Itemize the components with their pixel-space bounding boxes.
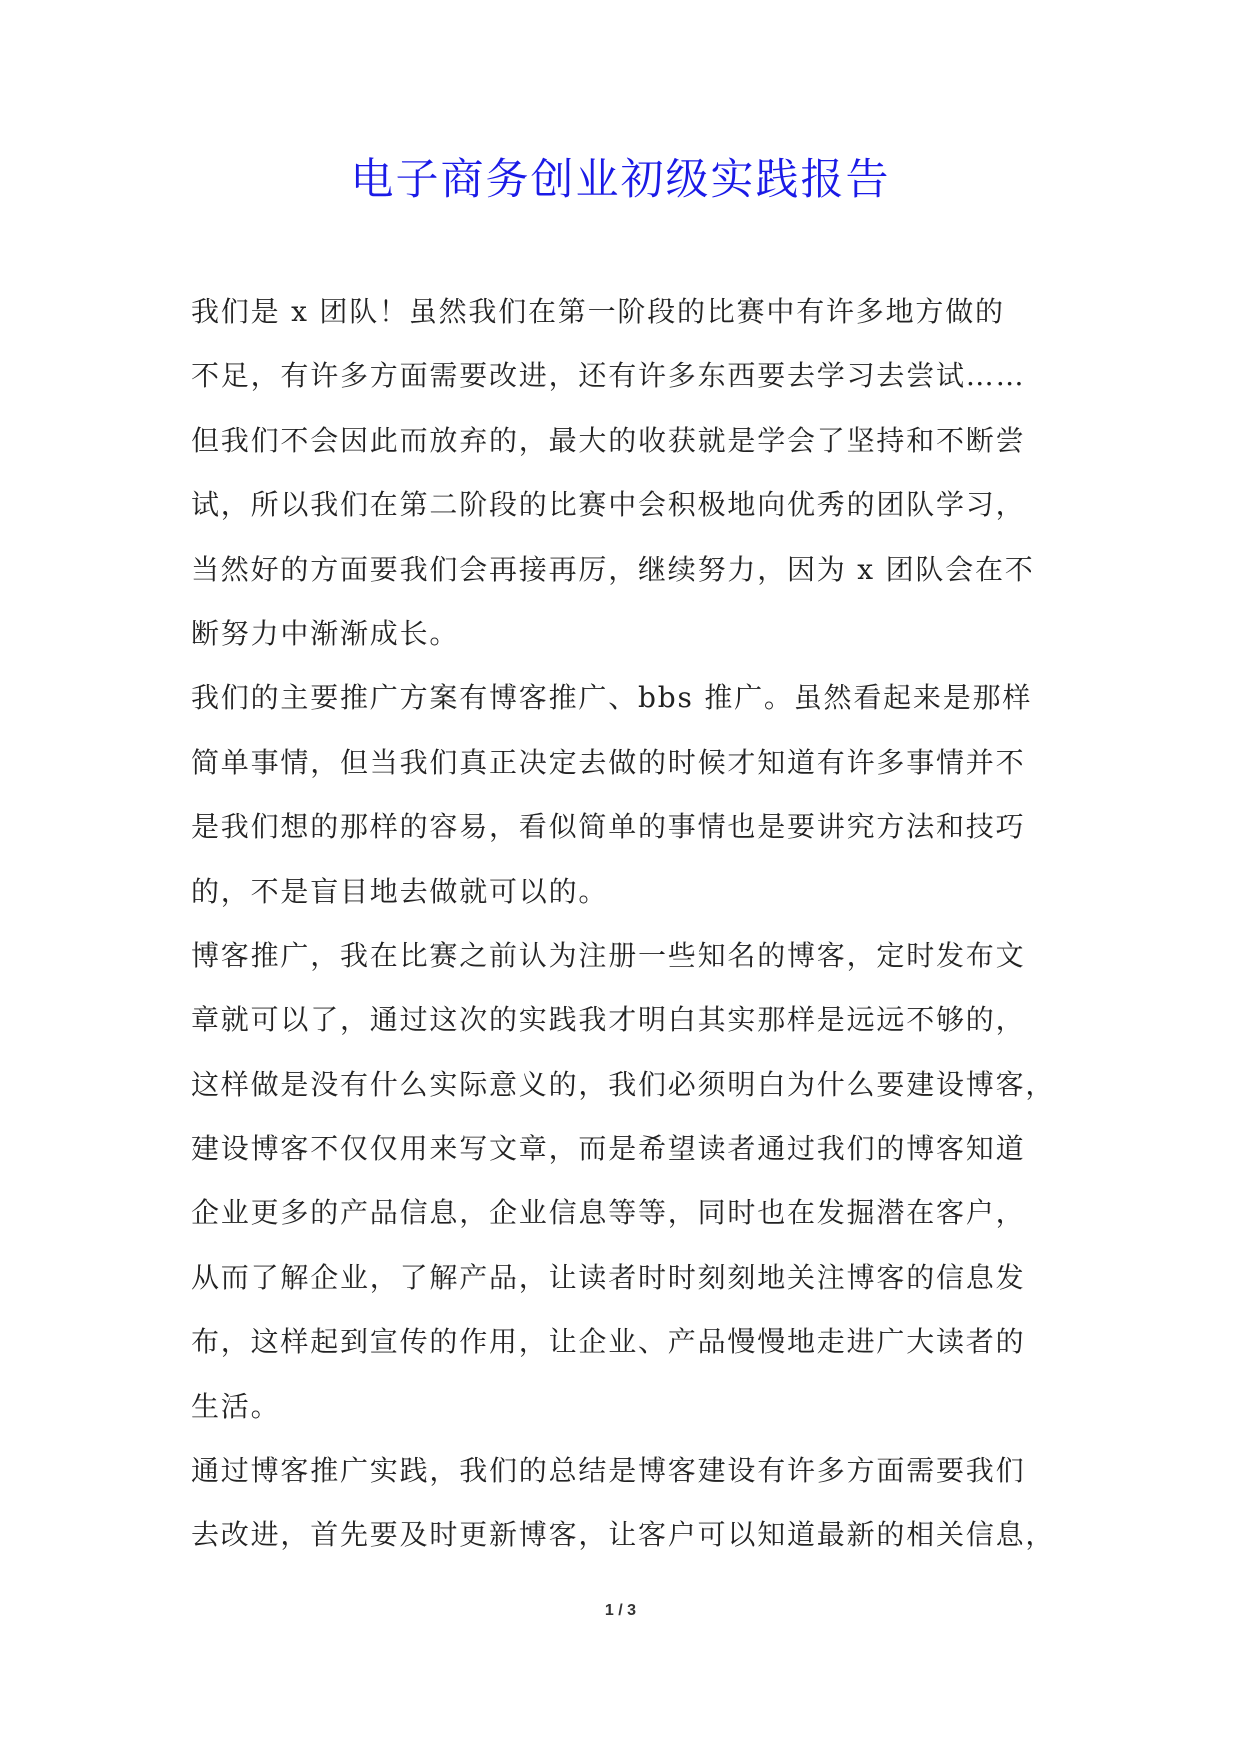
document-body xyxy=(191,280,1056,1568)
text-line: 这样做是没有什么实际意义的，我们必须明白为什么要建设博客， xyxy=(191,1067,1056,1101)
text-line: 章就可以了，通过这次的实践我才明白其实那样是远远不够的， xyxy=(191,1003,1026,1037)
text-line: 我们是 x 团队！虽然我们在第一阶段的比赛中有许多地方做的 xyxy=(191,295,1005,328)
text-line: 不足，有许多方面需要改进，还有许多东西要去学习去尝试…… xyxy=(191,359,1026,393)
text-line: 断努力中渐渐成长。 xyxy=(191,616,460,650)
text-line: 我们的主要推广方案有博客推广、bbs 推广。虽然看起来是那样 xyxy=(191,681,1033,715)
page-number: 1 / 3 xyxy=(604,1602,637,1619)
text-line: 是我们想的那样的容易，看似简单的事情也是要讲究方法和技巧 xyxy=(191,810,1026,844)
text-line: 简单事情，但当我们真正决定去做的时候才知道有许多事情并不 xyxy=(191,745,1026,779)
paragraph-2 xyxy=(191,666,1051,924)
paragraph-1 xyxy=(191,280,1051,666)
text-line: 通过博客推广实践，我们的总结是博客建设有许多方面需要我们 xyxy=(191,1454,1026,1488)
text-line: 博客推广，我在比赛之前认为注册一些知名的博客，定时发布文 xyxy=(191,938,1026,972)
document-title: 电子商务创业初级实践报告 xyxy=(350,155,891,205)
text-line: 企业更多的产品信息，企业信息等等，同时也在发掘潜在客户， xyxy=(191,1196,1026,1230)
text-line: 生活。 xyxy=(191,1389,281,1423)
text-line: 建设博客不仅仅用来写文章，而是希望读者通过我们的博客知道 xyxy=(191,1132,1026,1166)
text-line: 布，这样起到宣传的作用，让企业、产品慢慢地走进广大读者的 xyxy=(191,1325,1026,1359)
text-line: 从而了解企业，了解产品，让读者时时刻刻地关注博客的信息发 xyxy=(191,1260,1026,1294)
text-line: 但我们不会因此而放弃的，最大的收获就是学会了坚持和不断尝 xyxy=(191,423,1026,457)
text-line: 试，所以我们在第二阶段的比赛中会积极地向优秀的团队学习， xyxy=(191,488,1026,522)
text-line: 去改进，首先要及时更新博客，让客户可以知道最新的相关信息， xyxy=(191,1518,1056,1552)
text-line: 的，不是盲目地去做就可以的。 xyxy=(191,874,609,908)
paragraph-3 xyxy=(191,924,1056,1439)
paragraph-4 xyxy=(191,1439,1056,1568)
text-line: 当然好的方面要我们会再接再厉，继续努力，因为 x 团队会在不 xyxy=(191,552,1035,586)
